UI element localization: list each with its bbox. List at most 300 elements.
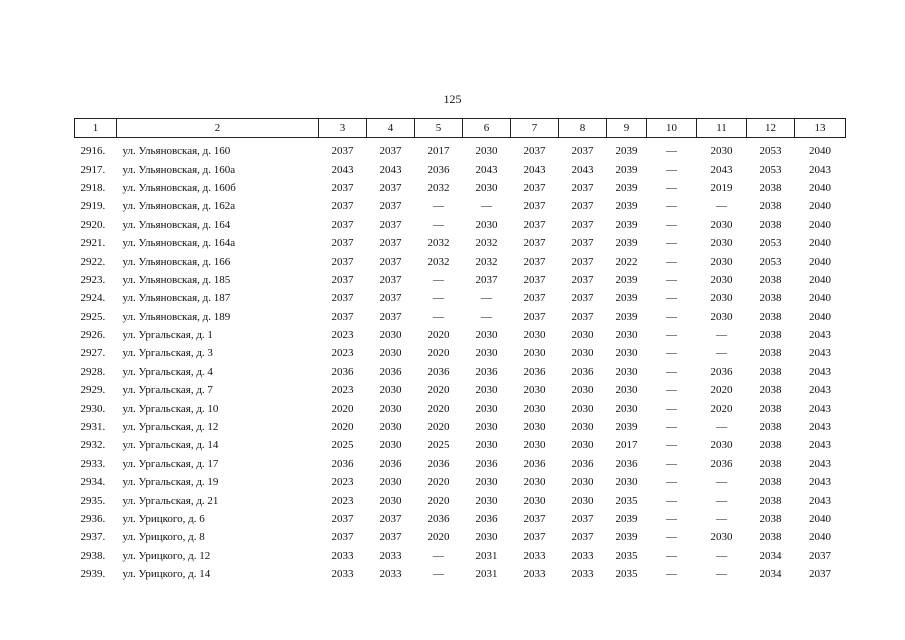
year-cell: 2040 <box>809 237 831 250</box>
address-cell: ул. Ургальская, д. 10 <box>122 402 219 415</box>
row-number: 2939. <box>80 568 106 581</box>
year-cell: — <box>716 421 727 434</box>
row-number: 2922. <box>80 255 106 268</box>
year-cell: 2037 <box>571 237 594 250</box>
table-row <box>75 491 846 509</box>
year-cell: 2023 <box>331 384 354 397</box>
year-cell: 2020 <box>331 402 354 415</box>
table-row <box>75 289 846 307</box>
year-cell: 2035 <box>615 568 638 581</box>
year-cell: — <box>666 200 677 213</box>
address-cell: ул. Ульяновская, д. 160а <box>122 163 236 176</box>
address-cell: ул. Ургальская, д. 17 <box>122 457 219 470</box>
year-cell: — <box>666 568 677 581</box>
year-cell: 2020 <box>427 421 450 434</box>
year-cell: 2037 <box>379 237 402 250</box>
year-cell: 2020 <box>427 476 450 489</box>
year-cell: 2030 <box>475 494 498 507</box>
page-number: 125 <box>443 92 462 106</box>
year-cell: 2039 <box>615 310 638 323</box>
year-cell: 2036 <box>331 365 354 378</box>
year-cell: 2040 <box>809 531 831 544</box>
year-cell: 2030 <box>710 237 733 250</box>
year-cell: 2030 <box>710 439 733 452</box>
year-cell: 2030 <box>523 402 546 415</box>
year-cell: — <box>433 310 444 323</box>
year-cell: 2037 <box>571 200 594 213</box>
row-number: 2925. <box>80 310 106 323</box>
year-cell: 2030 <box>475 531 498 544</box>
year-cell: 2030 <box>523 384 546 397</box>
year-cell: 2036 <box>475 365 498 378</box>
year-cell: 2030 <box>615 329 638 342</box>
year-cell: 2038 <box>759 494 782 507</box>
row-number: 2920. <box>80 218 106 231</box>
year-cell: 2043 <box>809 494 831 507</box>
year-cell: 2038 <box>759 218 782 231</box>
year-cell: — <box>666 402 677 415</box>
year-cell: 2033 <box>523 568 546 581</box>
year-cell: 2030 <box>379 402 402 415</box>
year-cell: 2030 <box>523 476 546 489</box>
row-number: 2937. <box>80 531 106 544</box>
year-cell: — <box>433 218 444 231</box>
year-cell: 2053 <box>759 237 782 250</box>
year-cell: 2036 <box>427 513 450 525</box>
year-cell: 2030 <box>615 365 638 378</box>
year-cell: 2030 <box>571 329 594 342</box>
year-cell: 2037 <box>331 145 354 158</box>
column-header: 13 <box>795 119 846 138</box>
year-cell: 2030 <box>475 218 498 231</box>
year-cell: 2037 <box>571 181 594 194</box>
year-cell: 2031 <box>475 549 498 562</box>
year-cell: 2037 <box>331 513 354 525</box>
address-cell: ул. Ульяновская, д. 160б <box>122 181 236 194</box>
year-cell: 2037 <box>809 549 831 562</box>
year-cell: 2037 <box>523 292 546 305</box>
address-cell: ул. Ульяновская, д. 160 <box>122 145 231 158</box>
year-cell: 2038 <box>759 531 782 544</box>
year-cell: 2040 <box>809 513 831 525</box>
year-cell: 2030 <box>379 347 402 360</box>
year-cell: 2038 <box>759 200 782 213</box>
year-cell: 2032 <box>427 237 450 250</box>
year-cell: — <box>666 218 677 231</box>
year-cell: — <box>666 292 677 305</box>
column-header: 4 <box>367 119 415 138</box>
year-cell: 2043 <box>710 163 733 176</box>
year-cell: 2038 <box>759 365 782 378</box>
address-cell: ул. Ульяновская, д. 162а <box>122 200 236 213</box>
year-cell: 2038 <box>759 310 782 323</box>
year-cell: 2030 <box>615 347 638 360</box>
year-cell: — <box>716 200 727 213</box>
column-header: 12 <box>747 119 795 138</box>
year-cell: 2037 <box>331 237 354 250</box>
year-cell: — <box>666 365 677 378</box>
year-cell: 2030 <box>571 421 594 434</box>
year-cell: 2020 <box>427 402 450 415</box>
address-cell: ул. Ургальская, д. 1 <box>122 329 213 342</box>
year-cell: 2023 <box>331 494 354 507</box>
year-cell: 2038 <box>759 384 782 397</box>
year-cell: 2037 <box>523 255 546 268</box>
year-cell: — <box>666 421 677 434</box>
year-cell: — <box>716 513 727 525</box>
year-cell: 2037 <box>523 200 546 213</box>
year-cell: 2037 <box>571 273 594 286</box>
year-cell: — <box>666 181 677 194</box>
year-cell: 2023 <box>331 347 354 360</box>
year-cell: 2037 <box>571 310 594 323</box>
year-cell: — <box>433 273 444 286</box>
year-cell: 2040 <box>809 292 831 305</box>
year-cell: 2031 <box>475 568 498 581</box>
year-cell: 2020 <box>427 329 450 342</box>
year-cell: 2039 <box>615 513 638 525</box>
row-number: 2926. <box>80 329 106 342</box>
header-row <box>75 119 846 138</box>
year-cell: 2030 <box>379 421 402 434</box>
year-cell: 2037 <box>379 531 402 544</box>
table-row <box>75 216 846 234</box>
year-cell: — <box>666 329 677 342</box>
year-cell: — <box>433 200 444 213</box>
year-cell: 2043 <box>475 163 498 176</box>
row-number: 2924. <box>80 292 106 305</box>
year-cell: 2020 <box>427 531 450 544</box>
year-cell: — <box>666 255 677 268</box>
address-cell: ул. Ургальская, д. 7 <box>122 384 213 397</box>
year-cell: 2043 <box>523 163 546 176</box>
column-header: 10 <box>647 119 697 138</box>
year-cell: 2039 <box>615 237 638 250</box>
year-cell: 2033 <box>331 549 354 562</box>
year-cell: 2040 <box>809 145 831 158</box>
year-cell: 2037 <box>809 568 831 581</box>
column-header: 9 <box>607 119 647 138</box>
year-cell: 2032 <box>475 237 498 250</box>
year-cell: 2036 <box>571 365 594 378</box>
year-cell: 2037 <box>523 310 546 323</box>
year-cell: 2023 <box>331 329 354 342</box>
year-cell: 2037 <box>379 145 402 158</box>
address-cell: ул. Урицкого, д. 8 <box>122 531 205 544</box>
year-cell: 2053 <box>759 145 782 158</box>
year-cell: 2030 <box>379 494 402 507</box>
year-cell: 2030 <box>710 145 733 158</box>
address-cell: ул. Ургальская, д. 21 <box>122 494 219 507</box>
year-cell: 2030 <box>710 531 733 544</box>
year-cell: 2039 <box>615 163 638 176</box>
year-cell: 2030 <box>571 402 594 415</box>
year-cell: — <box>716 347 727 360</box>
year-cell: 2037 <box>379 513 402 525</box>
year-cell: 2043 <box>809 347 831 360</box>
year-cell: 2020 <box>710 402 733 415</box>
year-cell: 2039 <box>615 421 638 434</box>
year-cell: 2030 <box>379 384 402 397</box>
address-cell: ул. Ульяновская, д. 185 <box>122 273 231 286</box>
year-cell: 2030 <box>710 273 733 286</box>
year-cell: 2030 <box>475 347 498 360</box>
table-row <box>75 418 846 436</box>
year-cell: 2034 <box>759 549 782 562</box>
year-cell: 2030 <box>710 310 733 323</box>
year-cell: 2040 <box>809 255 831 268</box>
year-cell: 2039 <box>615 181 638 194</box>
year-cell: 2022 <box>615 255 638 268</box>
year-cell: — <box>666 476 677 489</box>
year-cell: 2036 <box>379 457 402 470</box>
year-cell: 2030 <box>615 476 638 489</box>
year-cell: 2037 <box>475 273 498 286</box>
year-cell: 2036 <box>523 457 546 470</box>
year-cell: 2053 <box>759 163 782 176</box>
table-row <box>75 234 846 252</box>
year-cell: 2040 <box>809 181 831 194</box>
year-cell: — <box>716 494 727 507</box>
year-cell: 2030 <box>475 421 498 434</box>
schedule-table <box>74 118 846 583</box>
year-cell: 2043 <box>809 457 831 470</box>
year-cell: 2030 <box>475 384 498 397</box>
row-number: 2919. <box>80 200 106 213</box>
address-cell: ул. Ургальская, д. 19 <box>122 476 219 489</box>
table-row <box>75 455 846 473</box>
year-cell: 2037 <box>331 310 354 323</box>
column-header: 2 <box>117 119 319 138</box>
year-cell: 2030 <box>571 439 594 452</box>
year-cell: 2030 <box>475 329 498 342</box>
year-cell: 2037 <box>523 218 546 231</box>
year-cell: 2037 <box>379 255 402 268</box>
year-cell: 2033 <box>331 568 354 581</box>
year-cell: — <box>666 163 677 176</box>
year-cell: 2038 <box>759 273 782 286</box>
row-number: 2918. <box>80 181 106 194</box>
year-cell: 2036 <box>475 513 498 525</box>
year-cell: 2039 <box>615 145 638 158</box>
year-cell: — <box>666 310 677 323</box>
table-row <box>75 547 846 565</box>
address-cell: ул. Урицкого, д. 14 <box>122 568 211 581</box>
column-header: 1 <box>75 119 117 138</box>
row-number: 2921. <box>80 237 106 250</box>
year-cell: 2030 <box>379 476 402 489</box>
year-cell: 2037 <box>379 218 402 231</box>
column-header: 8 <box>559 119 607 138</box>
year-cell: 2036 <box>427 163 450 176</box>
year-cell: 2039 <box>615 292 638 305</box>
year-cell: — <box>666 237 677 250</box>
year-cell: — <box>481 310 492 323</box>
year-cell: 2030 <box>475 402 498 415</box>
year-cell: 2030 <box>571 494 594 507</box>
year-cell: 2025 <box>427 439 450 452</box>
year-cell: — <box>433 549 444 562</box>
year-cell: 2037 <box>379 181 402 194</box>
year-cell: 2033 <box>379 549 402 562</box>
year-cell: 2038 <box>759 476 782 489</box>
table-row <box>75 344 846 362</box>
year-cell: 2035 <box>615 494 638 507</box>
year-cell: 2043 <box>809 421 831 434</box>
year-cell: 2043 <box>809 402 831 415</box>
year-cell: 2039 <box>615 273 638 286</box>
year-cell: 2037 <box>571 145 594 158</box>
row-number: 2932. <box>80 439 106 452</box>
year-cell: 2043 <box>809 384 831 397</box>
year-cell: 2030 <box>379 329 402 342</box>
year-cell: 2036 <box>571 457 594 470</box>
year-cell: 2030 <box>475 439 498 452</box>
year-cell: 2030 <box>523 421 546 434</box>
year-cell: 2037 <box>571 292 594 305</box>
year-cell: 2037 <box>379 200 402 213</box>
table-row <box>75 473 846 491</box>
table-row <box>75 565 846 583</box>
year-cell: — <box>433 292 444 305</box>
year-cell: 2030 <box>523 494 546 507</box>
row-number: 2927. <box>80 347 106 360</box>
row-number: 2935. <box>80 494 106 507</box>
year-cell: — <box>716 476 727 489</box>
year-cell: 2036 <box>379 365 402 378</box>
year-cell: 2038 <box>759 457 782 470</box>
address-cell: ул. Ургальская, д. 4 <box>122 365 213 378</box>
table-row <box>75 528 846 546</box>
year-cell: 2038 <box>759 421 782 434</box>
year-cell: 2020 <box>427 347 450 360</box>
column-header: 3 <box>319 119 367 138</box>
row-number: 2923. <box>80 273 106 286</box>
address-cell: ул. Ургальская, д. 14 <box>122 439 219 452</box>
year-cell: 2034 <box>759 568 782 581</box>
year-cell: 2030 <box>523 347 546 360</box>
year-cell: 2030 <box>571 476 594 489</box>
year-cell: 2038 <box>759 292 782 305</box>
year-cell: — <box>666 273 677 286</box>
year-cell: 2037 <box>331 531 354 544</box>
year-cell: 2040 <box>809 273 831 286</box>
row-number: 2928. <box>80 365 106 378</box>
year-cell: — <box>666 347 677 360</box>
year-cell: 2043 <box>809 163 831 176</box>
column-header: 6 <box>463 119 511 138</box>
year-cell: — <box>716 329 727 342</box>
address-cell: ул. Ульяновская, д. 164а <box>122 237 236 250</box>
year-cell: 2037 <box>379 273 402 286</box>
year-cell: — <box>481 292 492 305</box>
year-cell: 2038 <box>759 439 782 452</box>
year-cell: 2032 <box>427 255 450 268</box>
row-number: 2934. <box>80 476 106 489</box>
address-cell: ул. Урицкого, д. 6 <box>122 513 205 525</box>
year-cell: 2036 <box>523 365 546 378</box>
year-cell: 2020 <box>427 494 450 507</box>
year-cell: 2037 <box>523 273 546 286</box>
year-cell: 2039 <box>615 200 638 213</box>
table-row <box>75 399 846 417</box>
year-cell: 2030 <box>475 181 498 194</box>
year-cell: — <box>481 200 492 213</box>
year-cell: 2039 <box>615 531 638 544</box>
year-cell: 2039 <box>615 218 638 231</box>
year-cell: 2020 <box>427 384 450 397</box>
year-cell: — <box>666 494 677 507</box>
year-cell: 2023 <box>331 476 354 489</box>
year-cell: 2036 <box>710 457 733 470</box>
address-cell: ул. Ульяновская, д. 166 <box>122 255 231 268</box>
year-cell: 2037 <box>523 237 546 250</box>
row-number: 2933. <box>80 457 106 470</box>
table-row <box>75 510 846 528</box>
column-header: 5 <box>415 119 463 138</box>
table-row <box>75 363 846 381</box>
address-cell: ул. Ургальская, д. 3 <box>122 347 213 360</box>
year-cell: 2043 <box>809 329 831 342</box>
year-cell: 2033 <box>571 549 594 562</box>
table-row <box>75 308 846 326</box>
year-cell: 2030 <box>615 384 638 397</box>
year-cell: — <box>666 549 677 562</box>
year-cell: 2030 <box>571 384 594 397</box>
table-row <box>75 436 846 454</box>
year-cell: 2038 <box>759 347 782 360</box>
year-cell: 2033 <box>379 568 402 581</box>
year-cell: 2036 <box>710 365 733 378</box>
address-cell: ул. Ульяновская, д. 189 <box>122 310 231 323</box>
year-cell: — <box>666 513 677 525</box>
column-header: 11 <box>697 119 747 138</box>
year-cell: 2036 <box>427 457 450 470</box>
year-cell: 2017 <box>427 145 450 158</box>
year-cell: 2030 <box>571 347 594 360</box>
year-cell: 2040 <box>809 310 831 323</box>
year-cell: 2037 <box>331 181 354 194</box>
table-row <box>75 197 846 215</box>
table-row <box>75 179 846 197</box>
table-row <box>75 160 846 178</box>
year-cell: 2030 <box>615 402 638 415</box>
year-cell: 2020 <box>331 421 354 434</box>
year-cell: 2053 <box>759 255 782 268</box>
year-cell: 2037 <box>571 255 594 268</box>
year-cell: 2043 <box>809 476 831 489</box>
row-number: 2929. <box>80 384 106 397</box>
year-cell: 2030 <box>475 145 498 158</box>
table-row <box>75 271 846 289</box>
year-cell: 2043 <box>571 163 594 176</box>
year-cell: 2037 <box>379 292 402 305</box>
year-cell: 2037 <box>331 200 354 213</box>
year-cell: 2037 <box>571 218 594 231</box>
year-cell: 2036 <box>427 365 450 378</box>
column-header: 7 <box>511 119 559 138</box>
row-number: 2916. <box>80 145 106 158</box>
year-cell: 2037 <box>523 531 546 544</box>
year-cell: 2033 <box>523 549 546 562</box>
year-cell: 2032 <box>475 255 498 268</box>
year-cell: 2037 <box>331 273 354 286</box>
year-cell: 2037 <box>331 292 354 305</box>
year-cell: 2032 <box>427 181 450 194</box>
year-cell: 2043 <box>379 163 402 176</box>
table-row <box>75 252 846 270</box>
year-cell: 2037 <box>571 513 594 525</box>
